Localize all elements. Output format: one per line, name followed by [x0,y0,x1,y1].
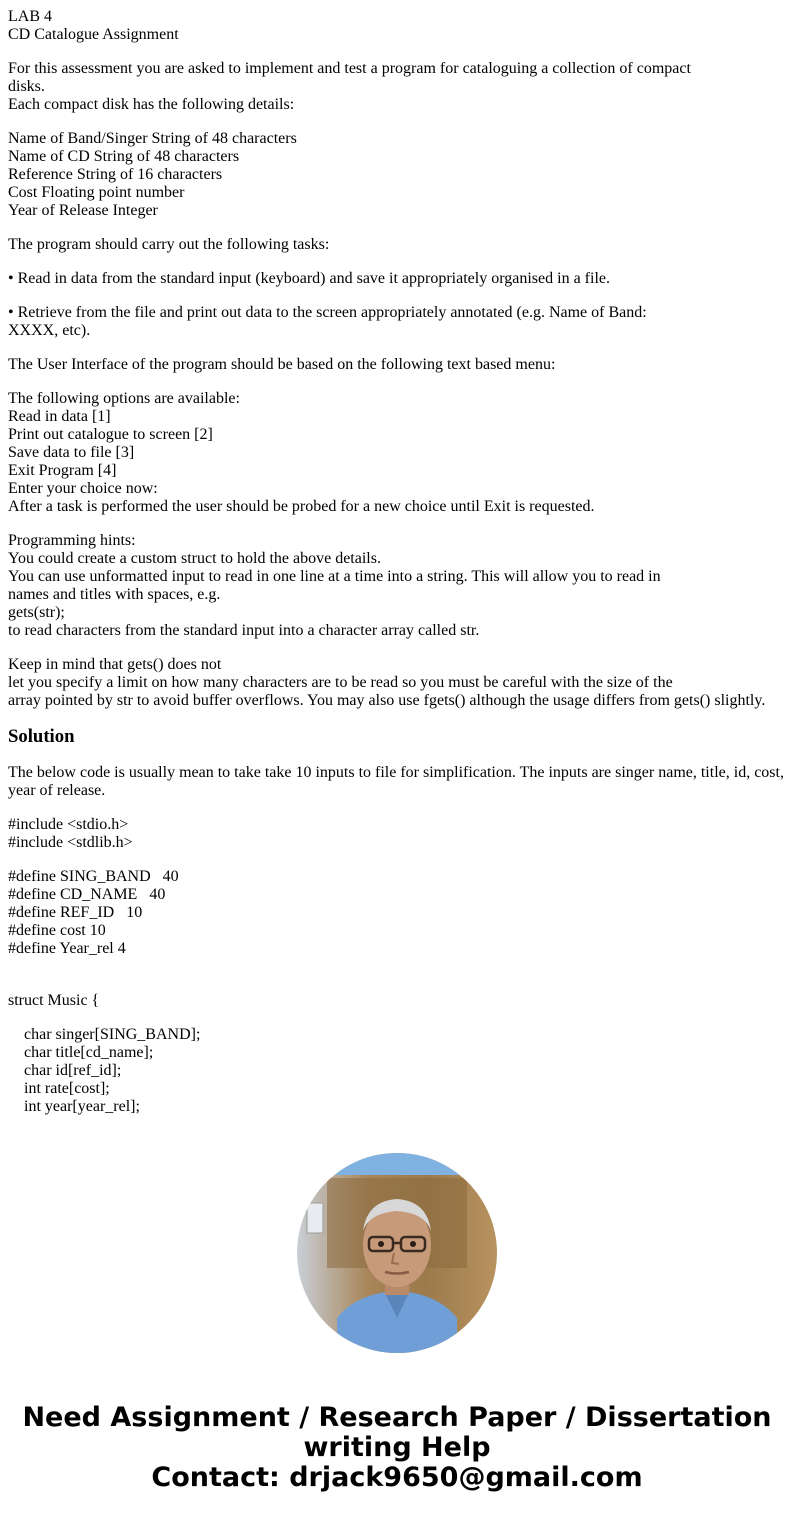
document-body [8,8,788,1132]
assignment-header [8,8,788,44]
solution-heading: Solution [8,726,75,747]
code-line: #include <stdlib.h> [8,834,133,851]
task-read-text: • Read in data from the standard input (keyboard) and save it appropriately organised in a file. [8,270,610,287]
tutor-portrait-icon [297,1153,497,1353]
hint-line: You could create a custom struct to hold the above details. [8,550,381,567]
code-defines [8,868,788,958]
code-line: #define REF_ID 10 [8,904,143,921]
lab-number: LAB 4 [8,8,52,25]
code-line: #define cost 10 [8,922,106,939]
task-read [8,270,788,288]
tutor-avatar [297,1153,497,1353]
warning-line: array pointed by str to avoid buffer overflows. You may also use fgets() although the usage differs from gets() slightly. [8,692,766,709]
field-item: Name of CD String of 48 characters [8,148,240,165]
promo-line: Need Assignment / Research Paper / Dissertation [22,1402,772,1433]
solution-description-text: The below code is usually mean to take take 10 inputs to file for simplification. The inputs are singer name, title, id, cost, year of release. [8,764,784,799]
code-line: #define Year_rel 4 [8,940,126,957]
code-line: #define SING_BAND 40 [8,868,179,885]
code-line: int rate[cost]; [24,1080,110,1097]
intro-paragraph [8,60,788,114]
menu-line: Enter your choice now: [8,480,158,497]
tasks-intro [8,236,788,254]
menu-line: Print out catalogue to screen [2] [8,426,213,443]
warning-line: Keep in mind that gets() does not [8,656,222,673]
task-retrieve [8,304,788,340]
gets-warning [8,656,788,710]
hint-line: names and titles with spaces, e.g. [8,586,221,603]
menu-line: Read in data [1] [8,408,111,425]
hint-line: You can use unformatted input to read in one line at a time into a string. This will allow you to read in [8,568,661,585]
solution-description [8,764,788,800]
hint-line: Programming hints: [8,532,136,549]
task-retrieve-line: XXXX, etc). [8,322,91,339]
menu-spec [8,390,788,516]
code-line: int year[year_rel]; [24,1098,140,1115]
code-struct-fields [8,1026,788,1116]
menu-line: The following options are available: [8,390,240,407]
code-line: char singer[SING_BAND]; [24,1026,201,1043]
field-list [8,130,788,220]
intro-line: Each compact disk has the following details: [8,96,295,113]
promo-line: writing Help [303,1432,491,1463]
hint-line: to read characters from the standard input into a character array called str. [8,622,480,639]
menu-line: After a task is performed the user should be probed for a new choice until Exit is requested. [8,498,595,515]
field-item: Reference String of 16 characters [8,166,223,183]
code-struct-open [8,992,788,1010]
code-includes [8,816,788,852]
field-item: Year of Release Integer [8,202,158,219]
programming-hints [8,532,788,640]
code-line: char title[cd_name]; [24,1044,154,1061]
field-item: Name of Band/Singer String of 48 characters [8,130,297,147]
ui-intro-text: The User Interface of the program should be based on the following text based menu: [8,356,556,373]
code-line: #define CD_NAME 40 [8,886,166,903]
code-line: struct Music { [8,992,100,1009]
code-line: #include <stdio.h> [8,816,129,833]
menu-line: Save data to file [3] [8,444,135,461]
ui-intro [8,356,788,374]
intro-line: disks. [8,78,45,95]
assignment-title: CD Catalogue Assignment [8,26,179,43]
hint-line: gets(str); [8,604,65,621]
menu-line: Exit Program [4] [8,462,117,479]
warning-line: let you specify a limit on how many characters are to be read so you must be careful with the size of the [8,674,673,691]
tasks-intro-text: The program should carry out the following tasks: [8,236,330,253]
task-retrieve-line: • Retrieve from the file and print out data to the screen appropriately annotated (e.g. Name of Band: [8,304,647,321]
field-item: Cost Floating point number [8,184,185,201]
intro-line: For this assessment you are asked to implement and test a program for cataloguing a collection of compact [8,60,691,77]
promo-banner [0,1403,794,1493]
promo-contact: Contact: drjack9650@gmail.com [151,1462,643,1493]
code-line: char id[ref_id]; [24,1062,122,1079]
